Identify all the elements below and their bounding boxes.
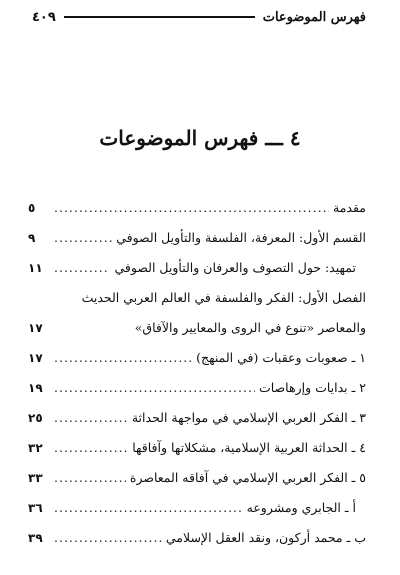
- toc-entry-text: ٤ ـ الحداثة العربية الإسلامية، مشكلاتها وآفاقها: [132, 440, 366, 455]
- toc-entry-page: ١١: [28, 261, 43, 275]
- toc-entry-text: القسم الأول: المعرفة، الفلسفة والتأويل الصوفي: [116, 230, 366, 245]
- toc-entry[interactable]: [28, 350, 366, 366]
- toc-entry-text: ٢ ـ بدايات وإرهاصات: [258, 380, 366, 395]
- header-rule: [64, 16, 255, 18]
- toc-entry[interactable]: [28, 410, 366, 426]
- toc-leader-dots: [54, 500, 243, 516]
- toc-entry-text: الفصل الأول: الفكر والفلسفة في العالم العربي الحديث: [81, 290, 366, 305]
- header-page-number: ٤٠٩: [32, 9, 56, 25]
- toc-leader-dots: [54, 380, 255, 396]
- toc-entry-page: ١٧: [28, 321, 43, 335]
- toc-entry-page: ٣٦: [28, 501, 43, 515]
- toc-entry[interactable]: [28, 320, 366, 336]
- toc-entry-page: ٣٢: [28, 441, 43, 455]
- toc-leader-dots: [54, 440, 128, 456]
- toc-entry[interactable]: [28, 230, 366, 246]
- toc-entry-page: ٩: [28, 231, 36, 245]
- toc-entry-text: ب ـ محمد أركون، ونقد العقل الإسلامي: [165, 530, 366, 545]
- toc-entry-page: ١٧: [28, 351, 43, 365]
- toc-entry-page: ٢٥: [28, 411, 43, 425]
- toc-entry[interactable]: [28, 530, 366, 546]
- toc-leader-dots: [54, 200, 329, 216]
- toc-entry-text: والمعاصر «تنوع في الروى والمعايير والآفاق»: [134, 320, 366, 335]
- toc-entry-text: أ ـ الجابري ومشروعه: [246, 500, 356, 515]
- table-of-contents: [28, 200, 366, 560]
- toc-leader-dots: [54, 260, 110, 276]
- toc-entry-text: تمهيد: حول التصوف والعرفان والتأويل الصوفي: [114, 260, 356, 275]
- toc-entry-page: ٥: [28, 201, 36, 215]
- toc-entry-text: ١ ـ صعوبات وعقبات (في المنهج): [196, 350, 366, 365]
- toc-leader-dots: [54, 350, 192, 366]
- toc-entry-page: ٣٣: [28, 471, 43, 485]
- toc-entry[interactable]: [28, 500, 366, 516]
- toc-leader-dots: [54, 230, 112, 246]
- toc-entry[interactable]: [28, 440, 366, 456]
- toc-entry-page: ١٩: [28, 381, 43, 395]
- running-header: [32, 8, 366, 26]
- toc-leader-dots: [54, 470, 126, 486]
- toc-leader-dots: [54, 410, 128, 426]
- toc-entry[interactable]: [28, 470, 366, 486]
- toc-entry[interactable]: [28, 260, 366, 276]
- toc-entry-text: ٥ ـ الفكر العربي الإسلامي في آفاقه المعاصرة: [129, 470, 366, 485]
- toc-entry-text: ٣ ـ الفكر العربي الإسلامي في مواجهة الحداثة: [131, 410, 366, 425]
- toc-entry[interactable]: [28, 380, 366, 396]
- toc-leader-dots: [54, 530, 162, 546]
- toc-entry[interactable]: [28, 200, 366, 216]
- toc-entry[interactable]: [28, 290, 366, 306]
- toc-entry-page: ٣٩: [28, 531, 43, 545]
- toc-entry-text: مقدمة: [333, 200, 366, 215]
- section-title: ٤ ـــ فهرس الموضوعات: [99, 126, 301, 150]
- header-title: فهرس الموضوعات: [262, 9, 366, 25]
